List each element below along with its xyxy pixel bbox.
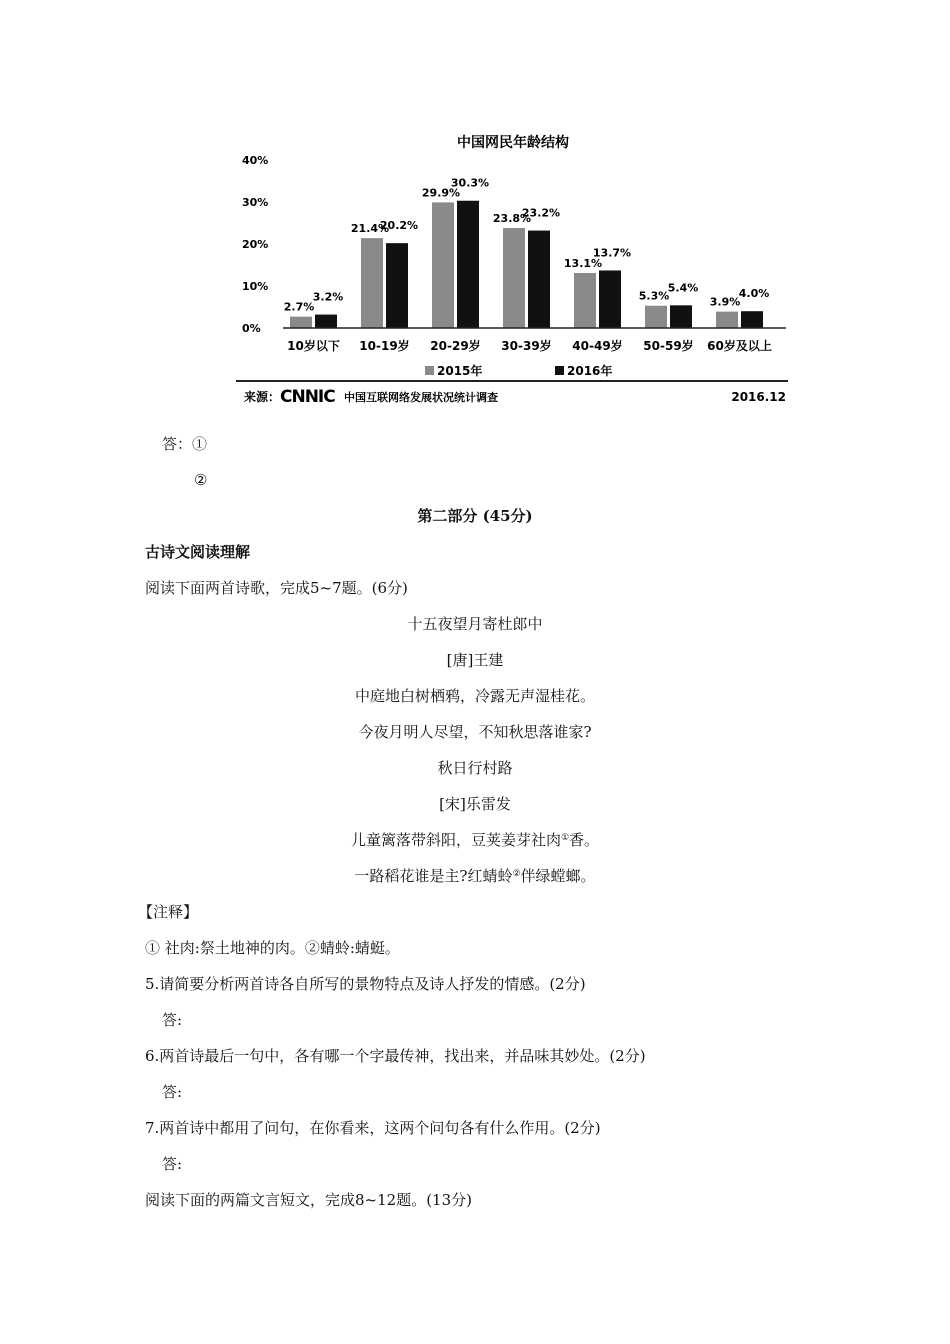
legend-swatch-2015 [425, 366, 434, 375]
legend [425, 363, 612, 378]
poem-instruction: 阅读下面两首诗歌，完成5~7题。(6分) [145, 579, 408, 597]
bar-2015 [645, 306, 667, 328]
data-label: 5.4% [667, 281, 699, 295]
x-tick-label: 50-59岁 [643, 339, 694, 353]
data-label: 13.1% [563, 256, 603, 270]
data-label: 20.2% [379, 219, 419, 233]
poem2-line1 [0, 830, 950, 850]
x-axis-labels [287, 338, 772, 353]
bar-2016 [457, 201, 479, 328]
answer-7: 答: [162, 1155, 183, 1173]
bar-2015 [361, 238, 383, 328]
classical-prose-instruction: 阅读下面的两篇文言短文，完成8~12题。(13分) [145, 1191, 472, 1209]
poem2-line1-text: 儿童篱落带斜阳，豆荚姜芽社肉 [350, 831, 561, 849]
bar-2016 [386, 243, 408, 328]
answer-5: 答: [162, 1011, 183, 1029]
poem2-line1-end: 香。 [569, 831, 600, 849]
data-label: 30.3% [450, 176, 490, 190]
poem2-line2 [0, 866, 950, 886]
footnote-marker-2: ② [512, 869, 521, 879]
data-label: 3.9% [709, 295, 741, 309]
poem1-author: [唐]王建 [446, 651, 504, 669]
bar-2015 [432, 202, 454, 328]
y-tick-label: 10% [242, 280, 269, 293]
data-label: 23.8% [492, 212, 532, 226]
x-tick-label: 20-29岁 [430, 339, 481, 353]
answer-line-1: 答：① [162, 435, 208, 453]
notes-heading: 【注释】 [138, 903, 199, 921]
bar-2015 [574, 273, 596, 328]
notes-text: ① 社肉:祭土地神的肉。②蜻蛉:蜻蜓。 [145, 939, 400, 957]
x-tick-label: 60岁及以上 [707, 339, 772, 353]
bar-group [284, 177, 770, 328]
poem2-title: 秋日行村路 [437, 759, 513, 777]
section-title: 古诗文阅读理解 [145, 543, 251, 561]
bar-2016 [670, 305, 692, 328]
poem1-title: 十五夜望月寄杜郎中 [407, 615, 543, 633]
poem1-line1: 中庭地白树栖鸦，冷露无声湿桂花。 [354, 687, 595, 705]
data-label: 3.2% [312, 290, 344, 304]
poem2-line2-text: 一路稻花谁是主?红蜻蛉 [354, 867, 513, 885]
part-two-heading: 第二部分 (45分) [417, 507, 533, 525]
answer-line-2: ② [194, 471, 208, 489]
y-tick-label: 30% [242, 196, 269, 209]
poem2-line2-end: 伴绿螳螂。 [520, 867, 596, 885]
cnnic-logo: CNNIC [280, 387, 335, 407]
y-tick-label: 40% [242, 154, 269, 167]
bar-2016 [599, 270, 621, 328]
y-tick-label: 0% [242, 322, 261, 335]
data-label: 29.9% [421, 186, 461, 200]
data-label: 4.0% [738, 287, 770, 301]
x-tick-label: 10-19岁 [359, 339, 410, 353]
x-tick-label: 40-49岁 [572, 339, 623, 353]
data-label: 23.2% [521, 206, 561, 220]
chart-date: 2016.12 [731, 390, 786, 404]
legend-label-2016: 2016年 [567, 364, 613, 378]
poem1-line2: 今夜月明人尽望，不知秋思落谁家? [358, 723, 592, 741]
bar-2015 [503, 228, 525, 328]
legend-label-2015: 2015年 [437, 364, 483, 378]
source-line [244, 387, 786, 407]
bar-2016 [315, 315, 337, 328]
question-5: 5.请简要分析两首诗各自所写的景物特点及诗人抒发的情感。(2分) [145, 975, 586, 993]
question-7: 7.两首诗中都用了问句，在你看来，这两个问句各有什么作用。(2分) [145, 1119, 601, 1137]
legend-swatch-2016 [555, 366, 564, 375]
data-label: 13.7% [592, 246, 632, 260]
question-6: 6.两首诗最后一句中，各有哪一个字最传神，找出来，并品味其妙处。(2分) [145, 1047, 646, 1065]
source-text: 中国互联网络发展状况统计调查 [344, 391, 498, 404]
data-label: 5.3% [638, 289, 670, 303]
bar-2016 [741, 311, 763, 328]
data-label: 2.7% [283, 300, 315, 314]
x-tick-label: 30-39岁 [501, 339, 552, 353]
poem2-author: [宋]乐雷发 [439, 795, 511, 813]
chart-title: 中国网民年龄结构 [457, 135, 569, 151]
y-tick-label: 20% [242, 238, 269, 251]
bar-2016 [528, 231, 550, 328]
answer-6: 答: [162, 1083, 183, 1101]
source-label: 来源： [244, 390, 281, 404]
y-axis [242, 154, 268, 335]
age-structure-chart [228, 122, 798, 412]
footnote-marker-1: ① [560, 833, 570, 843]
bar-2015 [290, 317, 312, 328]
data-label: 21.4% [350, 222, 390, 236]
bar-2015 [716, 312, 738, 328]
x-tick-label: 10岁以下 [287, 339, 340, 353]
